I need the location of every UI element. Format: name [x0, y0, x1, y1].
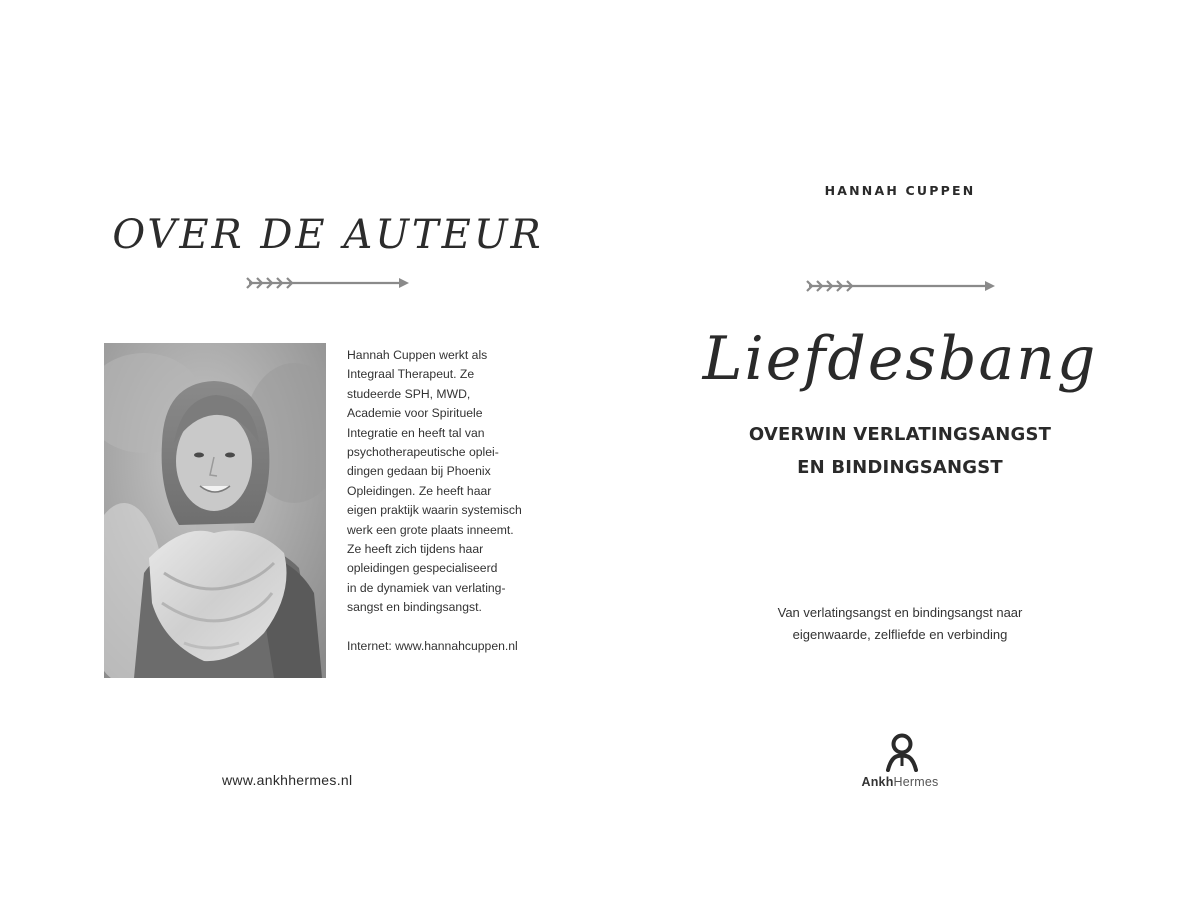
bio-line: eigen praktijk waarin systemisch [347, 503, 522, 518]
ankhhermes-logo-icon [880, 730, 924, 774]
bio-line: studeerde SPH, MWD, [347, 386, 471, 401]
bio-line: Integraal Therapeut. Ze [347, 367, 475, 382]
author-photo [104, 343, 326, 678]
subtitle-line: EN BINDINGSANGST [797, 457, 1003, 478]
book-subtitle [600, 418, 1200, 484]
book-title: Liefdesbang [702, 324, 1098, 394]
arrow-ornament-icon [245, 276, 411, 290]
author-bio [347, 346, 577, 656]
bio-line: opleidingen gespecialiseerd [347, 561, 498, 576]
bio-line: sangst en bindingsangst. [347, 600, 482, 615]
tagline-line: Van verlatingsangst en bindingsangst naar [777, 605, 1023, 620]
bio-line: Academie voor Spirituele [347, 406, 483, 421]
book-tagline [600, 602, 1200, 646]
bio-line: Ze heeft zich tijdens haar [347, 542, 484, 557]
author-name: HANNAH CUPPEN [824, 183, 976, 198]
bio-line: werk een grote plaats inneemt. [347, 522, 514, 537]
bio-line: dingen gedaan bij Phoenix [347, 464, 491, 479]
tagline-line: eigenwaarde, zelfliefde en verbinding [792, 627, 1008, 642]
publisher-name [600, 775, 1200, 789]
bio-line: Hannah Cuppen werkt als [347, 348, 488, 362]
bio-line: Integratie en heeft tal van [347, 425, 485, 440]
publisher-name-part1: Ankh [861, 775, 894, 789]
publisher-name-part2: Hermes [893, 775, 939, 789]
subtitle-line: OVERWIN VERLATINGSANGST [748, 424, 1052, 445]
bio-line: Opleidingen. Ze heeft haar [347, 483, 492, 498]
bio-line: in de dynamiek van verlating- [347, 580, 506, 595]
arrow-ornament-icon [805, 279, 997, 293]
bio-line: psychotherapeutische oplei- [347, 445, 499, 460]
author-website: Internet: www.hannahcuppen.nl [347, 638, 518, 653]
section-heading-about-author: OVER DE AUTEUR [112, 212, 544, 258]
publisher-website: www.ankhhermes.nl [222, 772, 353, 788]
